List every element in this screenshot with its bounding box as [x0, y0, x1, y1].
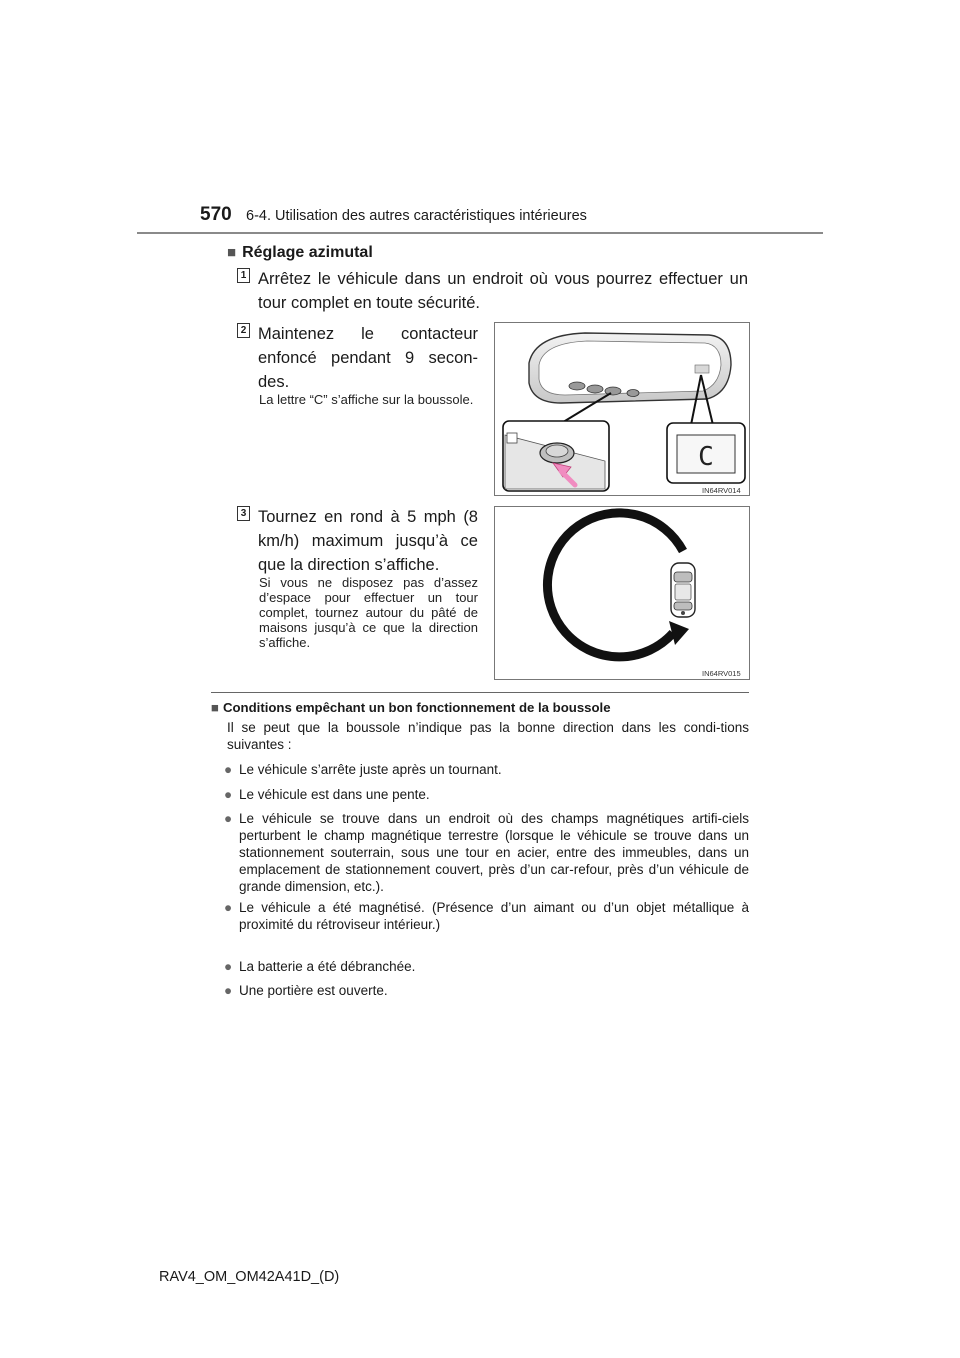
list-item-text: Le véhicule s’arrête juste après un tournant.: [239, 762, 502, 777]
conditions-marker: ■: [211, 700, 219, 715]
circle-figure: [494, 506, 750, 680]
bullet-icon: ●: [224, 983, 233, 998]
list-item-text: Le véhicule se trouve dans un endroit où des champs magnétiques artifi-ciels perturbent le champ magnétique terrestre (lorsque le véhicule se trouve dans un stationnement souterrain, sous une tour en acier, entre des immeubles, dans un emplacement de stationnement couvert, près d’un car-refour, près d’un véhicule de grande dimension, etc.).: [239, 811, 749, 894]
header-rule: [137, 232, 823, 234]
list-item: [224, 786, 749, 803]
list-item: [224, 761, 749, 778]
page-number: 570: [200, 204, 232, 225]
heading: [227, 244, 373, 262]
mirror-figure: [494, 322, 750, 496]
list-item: [224, 958, 749, 975]
mirror-illustration: [495, 323, 749, 495]
bullet-icon: ●: [224, 811, 233, 826]
document-code: RAV4_OM_OM42A41D_(D): [159, 1269, 340, 1285]
conditions-rule: [211, 692, 749, 693]
circle-illustration: [495, 507, 749, 679]
conditions-intro: Il se peut que la boussole n’indique pas la bonne direction dans les condi-tions suivantes :: [227, 720, 749, 752]
bullet-icon: ●: [224, 959, 233, 974]
step-3-text: Tournez en rond à 5 mph (8 km/h) maximum jusqu’à ce que la direction s’affiche.: [258, 508, 478, 574]
figure-2-code: IN64RV015: [702, 669, 741, 678]
step-2-badge: 2: [237, 323, 250, 338]
bullet-icon: ●: [224, 900, 233, 915]
conditions-title: [211, 700, 611, 715]
heading-marker: ■: [227, 244, 237, 261]
list-item-text: Le véhicule est dans une pente.: [239, 787, 430, 802]
step-2-text: Maintenez le contacteur enfoncé pendant 9 secon-des.: [258, 325, 478, 391]
list-item-text: La batterie a été débranchée.: [239, 959, 416, 974]
list-item-text: Le véhicule a été magnétisé. (Présence d’un aimant ou d’un objet métallique à proximité du rétroviseur intérieur.): [239, 900, 749, 932]
step-3-badge: 3: [237, 506, 250, 521]
heading-title: Réglage azimutal: [242, 244, 373, 261]
step-3-note: Si vous ne disposez pas d’assez d’espace pour effectuer un tour complet, tournez autour du pâté de maisons jusqu’à ce que la direction s’affiche.: [259, 575, 478, 650]
step-1-text: Arrêtez le véhicule dans un endroit où vous pourrez effectuer un tour complet en toute sécurité.: [258, 270, 748, 312]
bullet-icon: ●: [224, 787, 233, 802]
list-item: [224, 899, 749, 933]
figure-1-code: IN64RV014: [702, 486, 741, 495]
bullet-icon: ●: [224, 762, 233, 777]
compass-display-letter: C: [698, 442, 714, 472]
list-item: [224, 982, 749, 999]
list-item-text: Une portière est ouverte.: [239, 983, 388, 998]
list-item: [224, 810, 749, 895]
section-title: 6-4. Utilisation des autres caractéristiques intérieures: [246, 208, 587, 224]
conditions-title-text: Conditions empêchant un bon fonctionnement de la boussole: [222, 700, 611, 715]
step-2-note: La lettre “C” s’affiche sur la boussole.: [259, 392, 474, 407]
step-1-badge: 1: [237, 268, 250, 283]
